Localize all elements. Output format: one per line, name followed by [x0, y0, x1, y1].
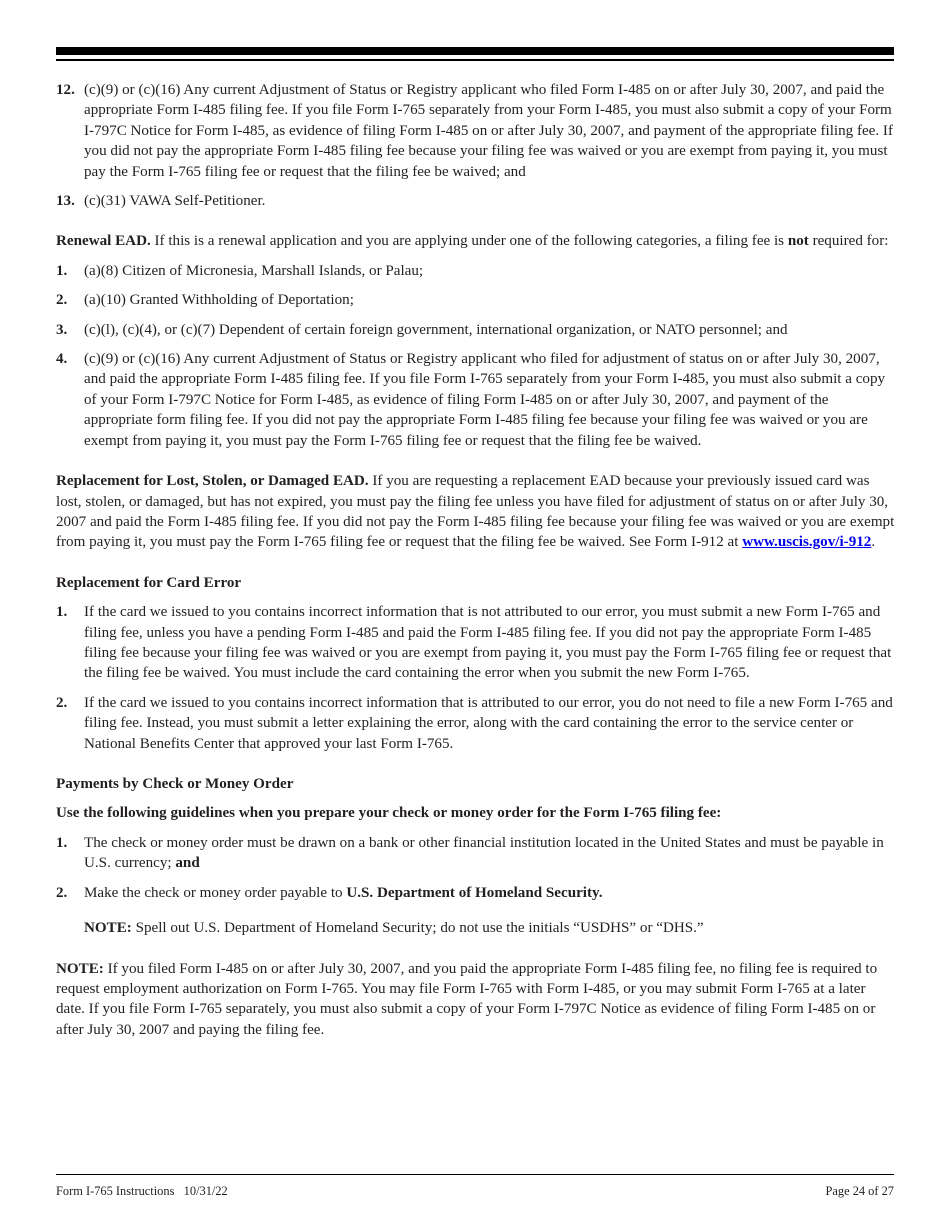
payment-item-1: 1. The check or money order must be drawn on a bank or other financial institution located in the United States and must be payable in U.S. currency; and — [56, 834, 884, 872]
renewal-item-1: 1. (a)(8) Citizen of Micronesia, Marshall Islands, or Palau; — [56, 262, 424, 279]
card-error-item-1: 1. If the card we issued to you contains incorrect information that is not attributed to our error, you must submit a new Form I-765 and filing fee, unless you have a pending Form I-485 and paid the Form I-485 filing fee. If you did not pay the appropriate Form I-485 filing fee because your filing fee was waived or you are exempt from paying it, you must pay the Form I-765 filing fee or request that the filing fee be waived. You must include the card containing the error when you submit the new Form I-765. — [56, 604, 892, 682]
renewal-item-4: 4. (c)(9) or (c)(16) Any current Adjustment of Status or Registry applicant who filed for adjustment of status on or after July 30, 2007, and paid the appropriate Form I-485 filing fee. If you file Form I-765 separately from your Form I-485, you must also submit a copy of your Form I-797C Notice for Form I-485, as evidence of filing Form I-485 on or after July 30, 2007, and payment of the appropriate form filing fee. If you did not pay the appropriate Form I-485 filing fee because your filing fee was waived or you are exempt from paying it, you must pay the Form I-765 filing fee or request that the filing fee be waived. — [56, 351, 886, 449]
card-error-item-2: 2. If the card we issued to you contains incorrect information that is attributed to our error, you do not need to file a new Form I-765 and filing fee. Instead, you must submit a letter explaining the error, along with the card containing the error to the service center or National Benefits Center that approved your last Form I-765. — [56, 694, 893, 752]
renewal-item-3: 3. (c)(l), (c)(4), or (c)(7) Dependent of certain foreign government, international organization, or NATO personnel; and — [56, 321, 788, 338]
list-number: 13. — [56, 193, 75, 210]
list-item-13 — [56, 191, 896, 211]
footer-page-number: Page 24 of 27 — [825, 1184, 894, 1198]
i912-link[interactable]: www.uscis.gov/i-912 — [742, 534, 872, 551]
final-note: NOTE: If you filed Form I-485 on or after July 30, 2007, and you paid the appropriate Form I-485 filing fee, no filing fee is required to request employment authorization on Form I-765. You may file Form I-765 with Form I-485, or you may submit Form I-765 at a later date. If you file Form I-765 separately, you must also submit a copy of your Form I-797C Notice as evidence of filing Form I-485 on or after July 30, 2007 and paying the filing fee. — [56, 960, 878, 1038]
list-number: 12. — [56, 82, 75, 98]
document-body — [56, 80, 896, 1049]
renewal-intro: Renewal EAD. If this is a renewal application and you are applying under one of the following categories, a filing fee is not required for: — [56, 233, 889, 250]
payments-heading: Payments by Check or Money Order — [56, 775, 294, 792]
list-text: (c)(9) or (c)(16) Any current Adjustment of Status or Registry applicant who filed Form I-485 on or after July 30, 2007, and paid the appropriate Form I-485 filing fee. If you file Form I-765 separately from your Form I-485, you must also submit a copy of your Form I-797C Notice for Form I-485, as evidence of filing Form I-485 on or after July 30, 2007, and payment of the appropriate filing fee. If you did not pay the appropriate Form I-485 filing fee because your filing fee was waived or you are exempt from paying it, you must pay the Form I-765 filing fee or request that the filing fee be waived; and — [84, 82, 893, 180]
renewal-heading: Renewal EAD. — [56, 233, 151, 250]
footer-rule — [56, 1174, 894, 1175]
payment-note: NOTE: Spell out U.S. Department of Homeland Security; do not use the initials “USDHS” or “DHS.” — [84, 920, 704, 937]
replacement-error-heading: Replacement for Card Error — [56, 574, 242, 591]
list-item-12 — [56, 80, 896, 182]
footer-form-id: Form I-765 Instructions 10/31/22 — [56, 1184, 228, 1198]
header-thick-rule — [56, 47, 894, 55]
renewal-item-2: 2. (a)(10) Granted Withholding of Deportation; — [56, 292, 354, 309]
list-text: (c)(31) VAWA Self-Petitioner. — [84, 193, 266, 210]
payments-subheading: Use the following guidelines when you prepare your check or money order for the Form I-765 filing fee: — [56, 805, 722, 822]
page-footer — [56, 1184, 894, 1199]
payment-item-2: 2. Make the check or money order payable to U.S. Department of Homeland Security. — [56, 884, 603, 901]
replacement-lost-paragraph: Replacement for Lost, Stolen, or Damaged EAD. If you are requesting a replacement EAD because your previously issued card was lost, stolen, or damaged, but has not expired, you must pay the filing fee unless you have filed for adjustment of status on or after July 30, 2007 and paid the Form I-485 filing fee. If you did not pay the Form I-485 filing fee because your filing fee was waived or you are exempt from paying it, you must pay the Form I-765 filing fee or request that the filing fee be waived. See Form I-912 at www.uscis.gov/i-912. — [56, 473, 895, 551]
header-thin-rule — [56, 59, 894, 61]
replacement-lost-heading: Replacement for Lost, Stolen, or Damaged EAD. — [56, 473, 369, 490]
